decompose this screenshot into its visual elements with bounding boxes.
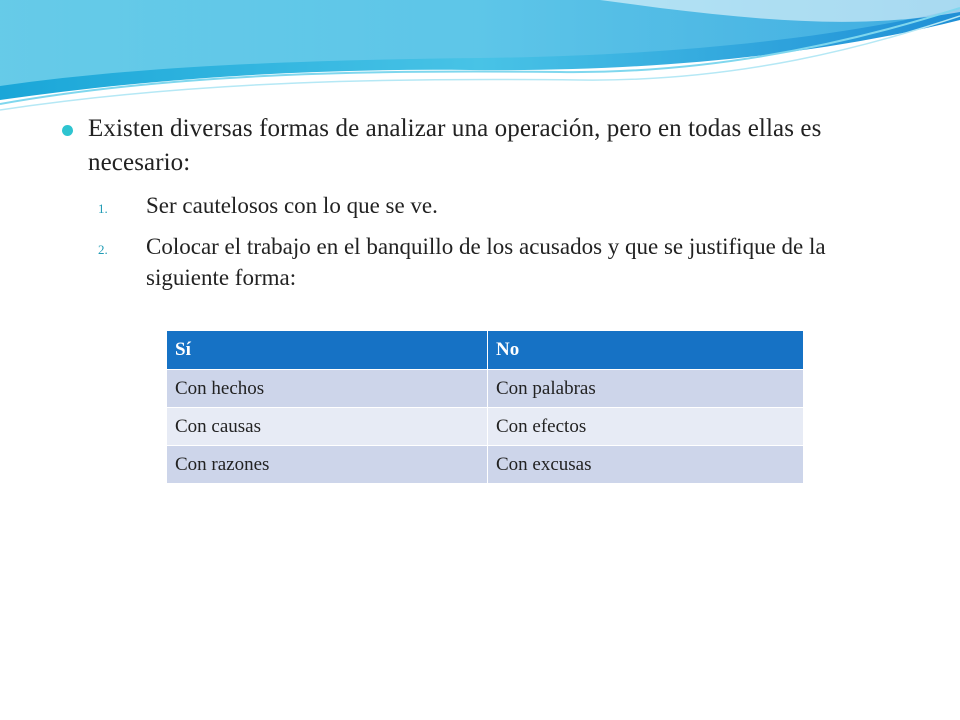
numbered-item-1 [98,190,922,221]
table-cell: Con efectos [488,408,804,446]
numbered-text: Colocar el trabajo en el banquillo de los acusados y que se justifique de la siguiente forma: [146,234,826,290]
bullet-text: Existen diversas formas de analizar una operación, pero en todas ellas es necesario: [88,115,822,176]
table-cell: Con excusas [488,446,804,484]
numbered-text: Ser cautelosos con lo que se ve. [146,193,438,218]
table-header-cell: Sí [167,331,488,370]
table-row [167,408,804,446]
slide-content [62,112,922,303]
bullet-dot-icon [62,125,73,136]
numbered-label: 2. [98,242,108,257]
table-cell: Con causas [167,408,488,446]
table-row [167,446,804,484]
numbered-label: 1. [98,201,108,216]
table-header-row [167,331,804,370]
comparison-table [166,330,804,484]
wave-header-decoration [0,0,960,130]
table-cell: Con palabras [488,370,804,408]
numbered-item-2 [98,231,922,293]
table-row [167,370,804,408]
table-header-cell: No [488,331,804,370]
table-cell: Con razones [167,446,488,484]
table-cell: Con hechos [167,370,488,408]
numbered-list [62,190,922,293]
bullet-item [62,112,922,180]
